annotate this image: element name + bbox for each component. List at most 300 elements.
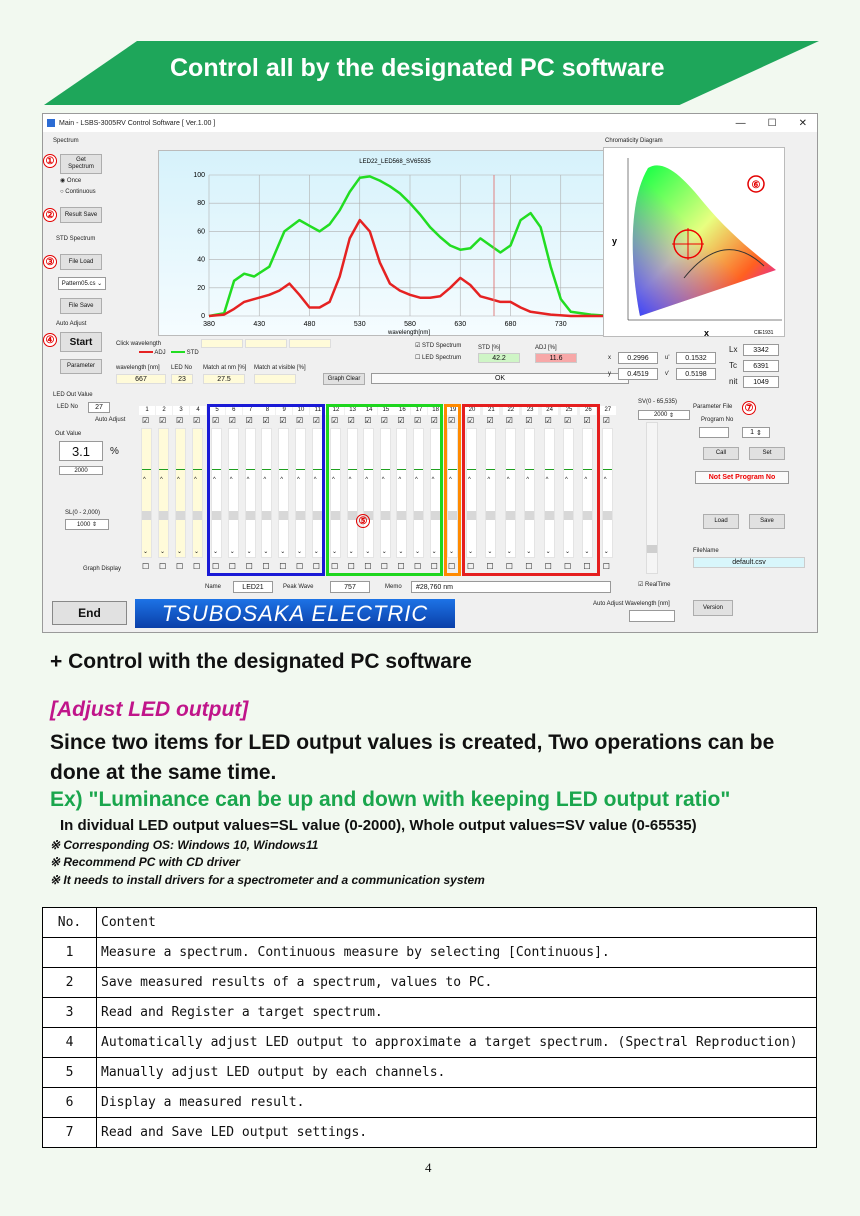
graph-clear-button[interactable]: Graph Clear [323,373,365,385]
row-no: 5 [43,1058,97,1088]
x-tick-label: 730 [554,321,567,328]
app-icon [47,119,55,127]
parameter-button[interactable]: Parameter [60,359,102,374]
graph-display-checkbox[interactable]: ☐ [448,562,456,571]
channel-auto-checkbox[interactable]: ☑ [467,416,475,425]
table-row [43,938,817,968]
scroll-down-icon[interactable]: ⌄ [365,549,371,555]
window-title: Main - LSBS-3005RV Control Software [ Ver.1.00 ] [59,119,216,127]
u-coord-field: 0.1532 [676,352,716,364]
channel-auto-checkbox[interactable]: ☑ [296,416,304,425]
channel-group-orange [444,404,461,576]
channel-27[interactable] [600,406,616,574]
adjust-led-title: [Adjust LED output] [50,698,249,721]
led-spectrum-checkbox[interactable]: ☐ LED Spectrum [415,355,462,361]
graph-display-checkbox[interactable]: ☐ [505,562,513,571]
led-no2-field: 27 [88,402,110,413]
continuous-radio[interactable]: ○ Continuous [60,189,96,195]
channel-number: 16 [394,406,410,415]
scroll-up-icon[interactable]: ^ [398,477,402,483]
file-load-button[interactable]: File Load [60,254,102,270]
tc-field: 6391 [743,360,779,372]
individual-output-text: In dividual LED output values=SL value (0-2000), Whole output values=SV value (0-65535) [60,817,697,834]
load-button[interactable]: Load [703,514,739,529]
table-row [43,1088,817,1118]
scroll-up-icon[interactable]: ^ [194,477,197,483]
x-tick-label: 430 [253,321,266,328]
v-coord-field: 0.5198 [676,368,716,380]
window-titlebar [43,114,817,132]
row-content: Save measured results of a spectrum, values to PC. [97,968,817,998]
chromaticity-label: Chromaticity Diagram [605,138,663,144]
channel-auto-checkbox[interactable]: ☑ [245,416,253,425]
scroll-up-icon[interactable]: ^ [584,477,588,483]
channel-slider-track[interactable] [158,428,169,558]
auto-adjust-wavelength-field[interactable] [629,610,675,622]
graph-display-checkbox[interactable]: ☐ [212,562,220,571]
scroll-up-icon[interactable]: ^ [160,477,163,483]
match-visible-field [254,374,296,384]
scroll-up-icon[interactable]: ^ [246,477,250,483]
graph-display-checkbox[interactable]: ☐ [564,562,572,571]
channel-auto-checkbox[interactable]: ☑ [397,416,405,425]
param-file-label: Parameter File [693,404,733,410]
channel-auto-checkbox[interactable]: ☑ [448,416,456,425]
legend-adj [139,350,166,356]
y-tick-label: 60 [197,228,205,236]
filename-field: default.csv [693,557,805,568]
row-content: Manually adjust LED output by each channels. [97,1058,817,1088]
channel-auto-checkbox[interactable]: ☑ [279,416,287,425]
graph-display-checkbox[interactable]: ☐ [312,562,320,571]
row-content: Automatically adjust LED output to approximate a target spectrum. (Spectral Reproduction) [97,1028,817,1058]
channel-slider-track[interactable] [175,428,186,558]
channel-auto-checkbox[interactable]: ☑ [564,416,572,425]
table-row [43,1058,817,1088]
start-button[interactable]: Start [60,332,102,352]
scroll-down-icon[interactable]: ⌄ [526,549,532,555]
channel-number: 10 [293,406,309,415]
graph-display-checkbox[interactable]: ☐ [193,562,201,571]
scroll-up-icon[interactable]: ^ [431,477,435,483]
peak-wave-field: 757 [330,581,370,593]
scroll-down-icon[interactable]: ⌄ [506,549,512,555]
click-wavelength-field-2[interactable] [245,339,287,348]
channel-slider-track[interactable] [141,428,152,558]
channel-auto-checkbox[interactable]: ☑ [583,416,591,425]
scroll-up-icon[interactable]: ^ [506,477,510,483]
y-coord-label: y [608,371,611,377]
channel-level-line [159,469,168,470]
scroll-up-icon[interactable]: ^ [213,477,216,483]
channel-number: 25 [561,406,577,415]
scroll-up-icon[interactable]: ^ [332,477,335,483]
scroll-up-icon[interactable]: ^ [545,477,549,483]
scroll-up-icon[interactable]: ^ [263,477,267,483]
channel-level-line [603,469,612,470]
page-number: 4 [425,1160,432,1175]
std-spectrum-checkbox-label: STD Spectrum [422,343,462,349]
scroll-down-icon[interactable]: ⌄ [603,549,609,555]
graph-display-checkbox[interactable]: ☐ [544,562,552,571]
close-icon[interactable]: ✕ [798,117,807,129]
get-spectrum-button[interactable]: Get Spectrum [60,154,102,174]
channel-group-blue [207,404,325,576]
channel-auto-checkbox[interactable]: ☑ [228,416,236,425]
scroll-up-icon[interactable]: ^ [229,477,233,483]
wavelength-field: 667 [116,374,166,384]
cie-y-axis-label: y [612,236,618,246]
channel-number: 6 [226,406,242,415]
channel-auto-checkbox[interactable]: ☑ [602,416,610,425]
scroll-up-icon[interactable]: ^ [143,477,146,483]
channel-auto-checkbox[interactable]: ☑ [331,416,339,425]
channel-number: 3 [173,406,189,415]
cie-chart [604,148,786,338]
pattern-select[interactable]: Pattern05.cs ⌄ [58,277,106,290]
v-coord-label: v' [665,371,670,377]
chart-title: LED22_LED568_SV65535 [359,159,431,165]
peak-wave-label: Peak Wave [283,584,314,590]
channel-number: 22 [503,406,519,415]
nit-field: 1049 [743,376,779,388]
table-row [43,1028,817,1058]
channel-auto-checkbox[interactable]: ☑ [176,416,184,425]
graph-display-label: Graph Display [83,566,122,572]
out-value-label: Out Value [55,431,82,437]
channel-level-line [176,469,185,470]
graph-display-checkbox[interactable]: ☐ [245,562,253,571]
table-row [43,968,817,998]
scroll-down-icon[interactable]: ⌄ [177,549,183,555]
lx-label: Lx [729,345,738,354]
scroll-up-icon[interactable]: ^ [487,477,491,483]
scroll-down-icon[interactable]: ⌄ [332,549,338,555]
marker-2: ② [43,208,57,222]
row-no: 1 [43,938,97,968]
table-header-row [43,908,817,938]
marker-3: ③ [43,255,57,269]
table-row [43,1118,817,1148]
marker-7: ⑦ [742,401,756,415]
scroll-down-icon[interactable]: ⌄ [246,549,252,555]
program-no-spinner[interactable]: 1 ⇕ [742,427,770,438]
once-radio[interactable]: ◉ Once [60,178,82,184]
note-drivers: ※ It needs to install drivers for a spectrometer and a communication system [50,873,485,887]
sv-slider[interactable] [646,422,658,574]
chromaticity-diagram[interactable] [603,147,785,337]
realtime-label: RealTime [645,582,671,588]
scroll-down-icon[interactable]: ⌄ [415,549,421,555]
x-tick-label: 630 [454,321,467,328]
minimize-icon[interactable]: — [735,117,746,129]
channel-number: 15 [378,406,394,415]
row-content: Read and Save LED output settings. [97,1118,817,1148]
scroll-down-icon[interactable]: ⌄ [143,549,149,555]
graph-display-checkbox[interactable]: ☐ [430,562,438,571]
graph-display-checkbox[interactable]: ☐ [486,562,494,571]
graph-display-checkbox[interactable]: ☐ [602,562,610,571]
std-spectrum-checkbox[interactable]: ☑ STD Spectrum [415,343,462,349]
graph-display-checkbox[interactable]: ☐ [364,562,372,571]
y-tick-label: 100 [193,172,205,179]
match-visible-label: Match at visible [%] [254,365,306,371]
channel-number: 21 [483,406,499,415]
program-no-value: 1 [750,429,755,436]
channel-number: 12 [328,406,344,415]
spectrum-group-label: Spectrum [53,138,79,144]
u-coord-label: u' [665,355,670,361]
channel-auto-checkbox[interactable]: ☑ [544,416,552,425]
graph-display-checkbox[interactable]: ☐ [296,562,304,571]
channel-auto-checkbox[interactable]: ☑ [262,416,270,425]
click-wavelength-field-3[interactable] [289,339,331,348]
row-content: Display a measured result. [97,1088,817,1118]
row-no: 2 [43,968,97,998]
led-out-value-label: LED Out Value [53,392,93,398]
auto-adjust-label: Auto Adjust [56,321,87,327]
company-logo: TSUBOSAKA ELECTRIC [135,599,455,628]
scroll-down-icon[interactable]: ⌄ [381,549,387,555]
note-os: ※ Corresponding OS: Windows 10, Windows11 [50,838,319,852]
channel-number: 2 [156,406,172,415]
channel-auto-checkbox[interactable]: ☑ [193,416,201,425]
click-wavelength-label: Click wavelength [116,341,162,347]
end-button[interactable]: End [52,601,127,625]
scroll-up-icon[interactable]: ^ [449,477,452,483]
std-pct-field: 42.2 [478,353,520,363]
sl-value: 1000 [76,521,91,528]
scroll-down-icon[interactable]: ⌄ [313,549,319,555]
program-no-input[interactable] [699,427,729,438]
led-no-label: LED No [171,365,193,371]
row-content: Measure a spectrum. Continuous measure by selecting [Continuous]. [97,938,817,968]
scroll-down-icon[interactable]: ⌄ [348,549,354,555]
memo-label: Memo [385,584,402,590]
auto-adjust2-label: Auto Adjust [95,417,126,423]
graph-display-checkbox[interactable]: ☐ [228,562,236,571]
scroll-down-icon[interactable]: ⌄ [584,549,590,555]
channel-auto-checkbox[interactable]: ☑ [312,416,320,425]
row-no: 6 [43,1088,97,1118]
std-spectrum-label: STD Spectrum [56,236,96,242]
graph-display-checkbox[interactable]: ☐ [142,562,150,571]
channel-3[interactable] [173,406,189,574]
channel-number: 13 [345,406,361,415]
marker-1: ① [43,154,57,168]
memo-field[interactable]: #28,760 nm [411,581,611,593]
channel-auto-checkbox[interactable]: ☑ [212,416,220,425]
version-button[interactable]: Version [693,600,733,616]
channel-level-line [142,469,151,470]
graph-display-checkbox[interactable]: ☐ [397,562,405,571]
graph-display-checkbox[interactable]: ☐ [583,562,591,571]
channel-slider-thumb[interactable] [142,511,151,520]
scroll-down-icon[interactable]: ⌄ [194,549,200,555]
click-wavelength-field-1[interactable] [201,339,243,348]
sv-spinner[interactable]: 2000 ⇕ [638,410,690,420]
channel-number: 26 [580,406,596,415]
table-row [43,998,817,1028]
channel-slider-thumb[interactable] [193,511,202,520]
scroll-up-icon[interactable]: ^ [177,477,180,483]
channel-slider-thumb[interactable] [603,511,612,520]
sv-value: 2000 [653,412,668,418]
sv-label: SV(0 - 65,535) [638,399,678,405]
name-label: Name [205,584,222,590]
y-coord-field: 0.4519 [618,368,658,380]
continuous-label: Continuous [65,189,96,195]
scroll-down-icon[interactable]: ⌄ [280,549,286,555]
match-nm-label: Match at nm [%] [203,365,247,371]
call-button[interactable]: Call [703,447,739,460]
scroll-down-icon[interactable]: ⌄ [229,549,235,555]
cie-x-axis-label: x [704,328,710,338]
graph-display-checkbox[interactable]: ☐ [176,562,184,571]
scroll-up-icon[interactable]: ^ [565,477,568,483]
name-field: LED21 [233,581,273,593]
scroll-up-icon[interactable]: ^ [365,477,369,483]
graph-display-checkbox[interactable]: ☐ [279,562,287,571]
graph-display-checkbox[interactable]: ☐ [262,562,270,571]
channel-number: 20 [464,406,480,415]
feature-table [42,907,817,1148]
channel-slider-thumb[interactable] [176,511,185,520]
scroll-up-icon[interactable]: ^ [415,477,418,483]
channel-auto-checkbox[interactable]: ☑ [414,416,422,425]
channel-1[interactable] [139,406,155,574]
graph-display-checkbox[interactable]: ☐ [414,562,422,571]
auto-adjust-wavelength-label: Auto Adjust Wavelength [nm] [593,601,670,607]
file-save-button[interactable]: File Save [60,298,102,314]
marker-6: ⑥ [751,180,761,191]
scroll-up-icon[interactable]: ^ [280,477,284,483]
marker-5: ⑤ [356,514,370,528]
y-tick-label: 20 [197,284,205,292]
graph-display-checkbox[interactable]: ☐ [347,562,355,571]
scroll-down-icon[interactable]: ⌄ [160,549,166,555]
sv-slider-thumb[interactable] [647,545,657,553]
channel-auto-checkbox[interactable]: ☑ [525,416,533,425]
scroll-down-icon[interactable]: ⌄ [468,549,474,555]
scroll-down-icon[interactable]: ⌄ [213,549,219,555]
out-value-field: 3.1 [59,441,103,461]
scroll-up-icon[interactable]: ^ [603,477,607,483]
wavelength-label: wavelength [nm] [116,365,160,371]
graph-display-checkbox[interactable]: ☐ [380,562,388,571]
channel-auto-checkbox[interactable]: ☑ [364,416,372,425]
channel-number: 4 [190,406,206,415]
sl-spinner[interactable]: 1000 ⇕ [65,519,109,530]
spectrum-plot[interactable] [158,150,631,336]
status-field: OK [371,373,629,384]
banner-title: Control all by the designated PC software [170,54,665,82]
channel-auto-checkbox[interactable]: ☑ [159,416,167,425]
channel-auto-checkbox[interactable]: ☑ [380,416,388,425]
channel-slider-track[interactable] [192,428,203,558]
example-text: Ex) "Luminance can be up and down with keeping LED output ratio" [50,788,731,811]
channel-auto-checkbox[interactable]: ☑ [505,416,513,425]
graph-display-checkbox[interactable]: ☐ [525,562,533,571]
nit-label: nit [729,377,738,386]
channel-number: 18 [428,406,444,415]
scroll-down-icon[interactable]: ⌄ [487,549,493,555]
scroll-up-icon[interactable]: ^ [348,477,352,483]
std-pct-label: STD [%] [478,345,501,351]
x-tick-label: 580 [404,321,416,328]
scroll-down-icon[interactable]: ⌄ [449,549,455,555]
filename-label: FileName [693,548,719,554]
set-button[interactable]: Set [749,447,785,460]
scroll-down-icon[interactable]: ⌄ [565,549,571,555]
scroll-down-icon[interactable]: ⌄ [545,549,551,555]
channel-4[interactable] [190,406,206,574]
graph-display-checkbox[interactable]: ☐ [467,562,475,571]
realtime-checkbox[interactable]: ☑ RealTime [638,582,671,588]
channel-number: 24 [542,406,558,415]
out-value-sub-field: 2000 [59,466,103,475]
scroll-up-icon[interactable]: ^ [297,477,300,483]
x-tick-label: 680 [504,321,517,328]
graph-display-checkbox[interactable]: ☐ [331,562,339,571]
cie-label: CIE1931 [754,330,774,336]
scroll-up-icon[interactable]: ^ [313,477,317,483]
channel-slider-thumb[interactable] [159,511,168,520]
legend-std [171,350,199,356]
scroll-up-icon[interactable]: ^ [526,477,530,483]
maximize-icon[interactable]: ☐ [767,117,777,129]
graph-display-checkbox[interactable]: ☐ [159,562,167,571]
result-save-button[interactable]: Result Save [60,207,102,223]
once-label: Once [66,178,82,184]
channel-number: 8 [259,406,275,415]
channel-number: 17 [411,406,427,415]
channel-slider-track[interactable] [602,428,613,558]
save-button[interactable]: Save [749,514,785,529]
sl-label: SL(0 - 2,000) [65,510,101,516]
scroll-down-icon[interactable]: ⌄ [263,549,269,555]
match-nm-field: 27.5 [203,374,245,384]
channel-auto-checkbox[interactable]: ☑ [142,416,150,425]
row-content: Read and Register a target spectrum. [97,998,817,1028]
channel-2[interactable] [156,406,172,574]
not-set-program-status: Not Set Program No [695,471,789,484]
tc-label: Tc [729,361,737,370]
scroll-up-icon[interactable]: ^ [381,477,385,483]
x-tick-label: 380 [203,321,215,328]
spectrum-chart [159,151,632,337]
x-coord-field: 0.2996 [618,352,658,364]
led-no2-label: LED No [57,404,79,410]
x-tick-label: 480 [303,321,316,328]
channel-auto-checkbox[interactable]: ☑ [347,416,355,425]
note-pc: ※ Recommend PC with CD driver [50,855,241,869]
scroll-down-icon[interactable]: ⌄ [398,549,404,555]
led-no-field: 23 [171,374,193,384]
channel-auto-checkbox[interactable]: ☑ [486,416,494,425]
legend-adj-label: ADJ [154,350,166,356]
adj-pct-label: ADJ [%] [535,345,557,351]
channel-auto-checkbox[interactable]: ☑ [430,416,438,425]
scroll-down-icon[interactable]: ⌄ [431,549,437,555]
channel-number: 14 [361,406,377,415]
scroll-up-icon[interactable]: ^ [468,477,471,483]
channel-number: 19 [445,406,461,415]
scroll-down-icon[interactable]: ⌄ [297,549,303,555]
row-no: 4 [43,1028,97,1058]
program-no-label: Program No [701,417,734,423]
pattern-select-value: Pattern05.cs [61,280,96,287]
